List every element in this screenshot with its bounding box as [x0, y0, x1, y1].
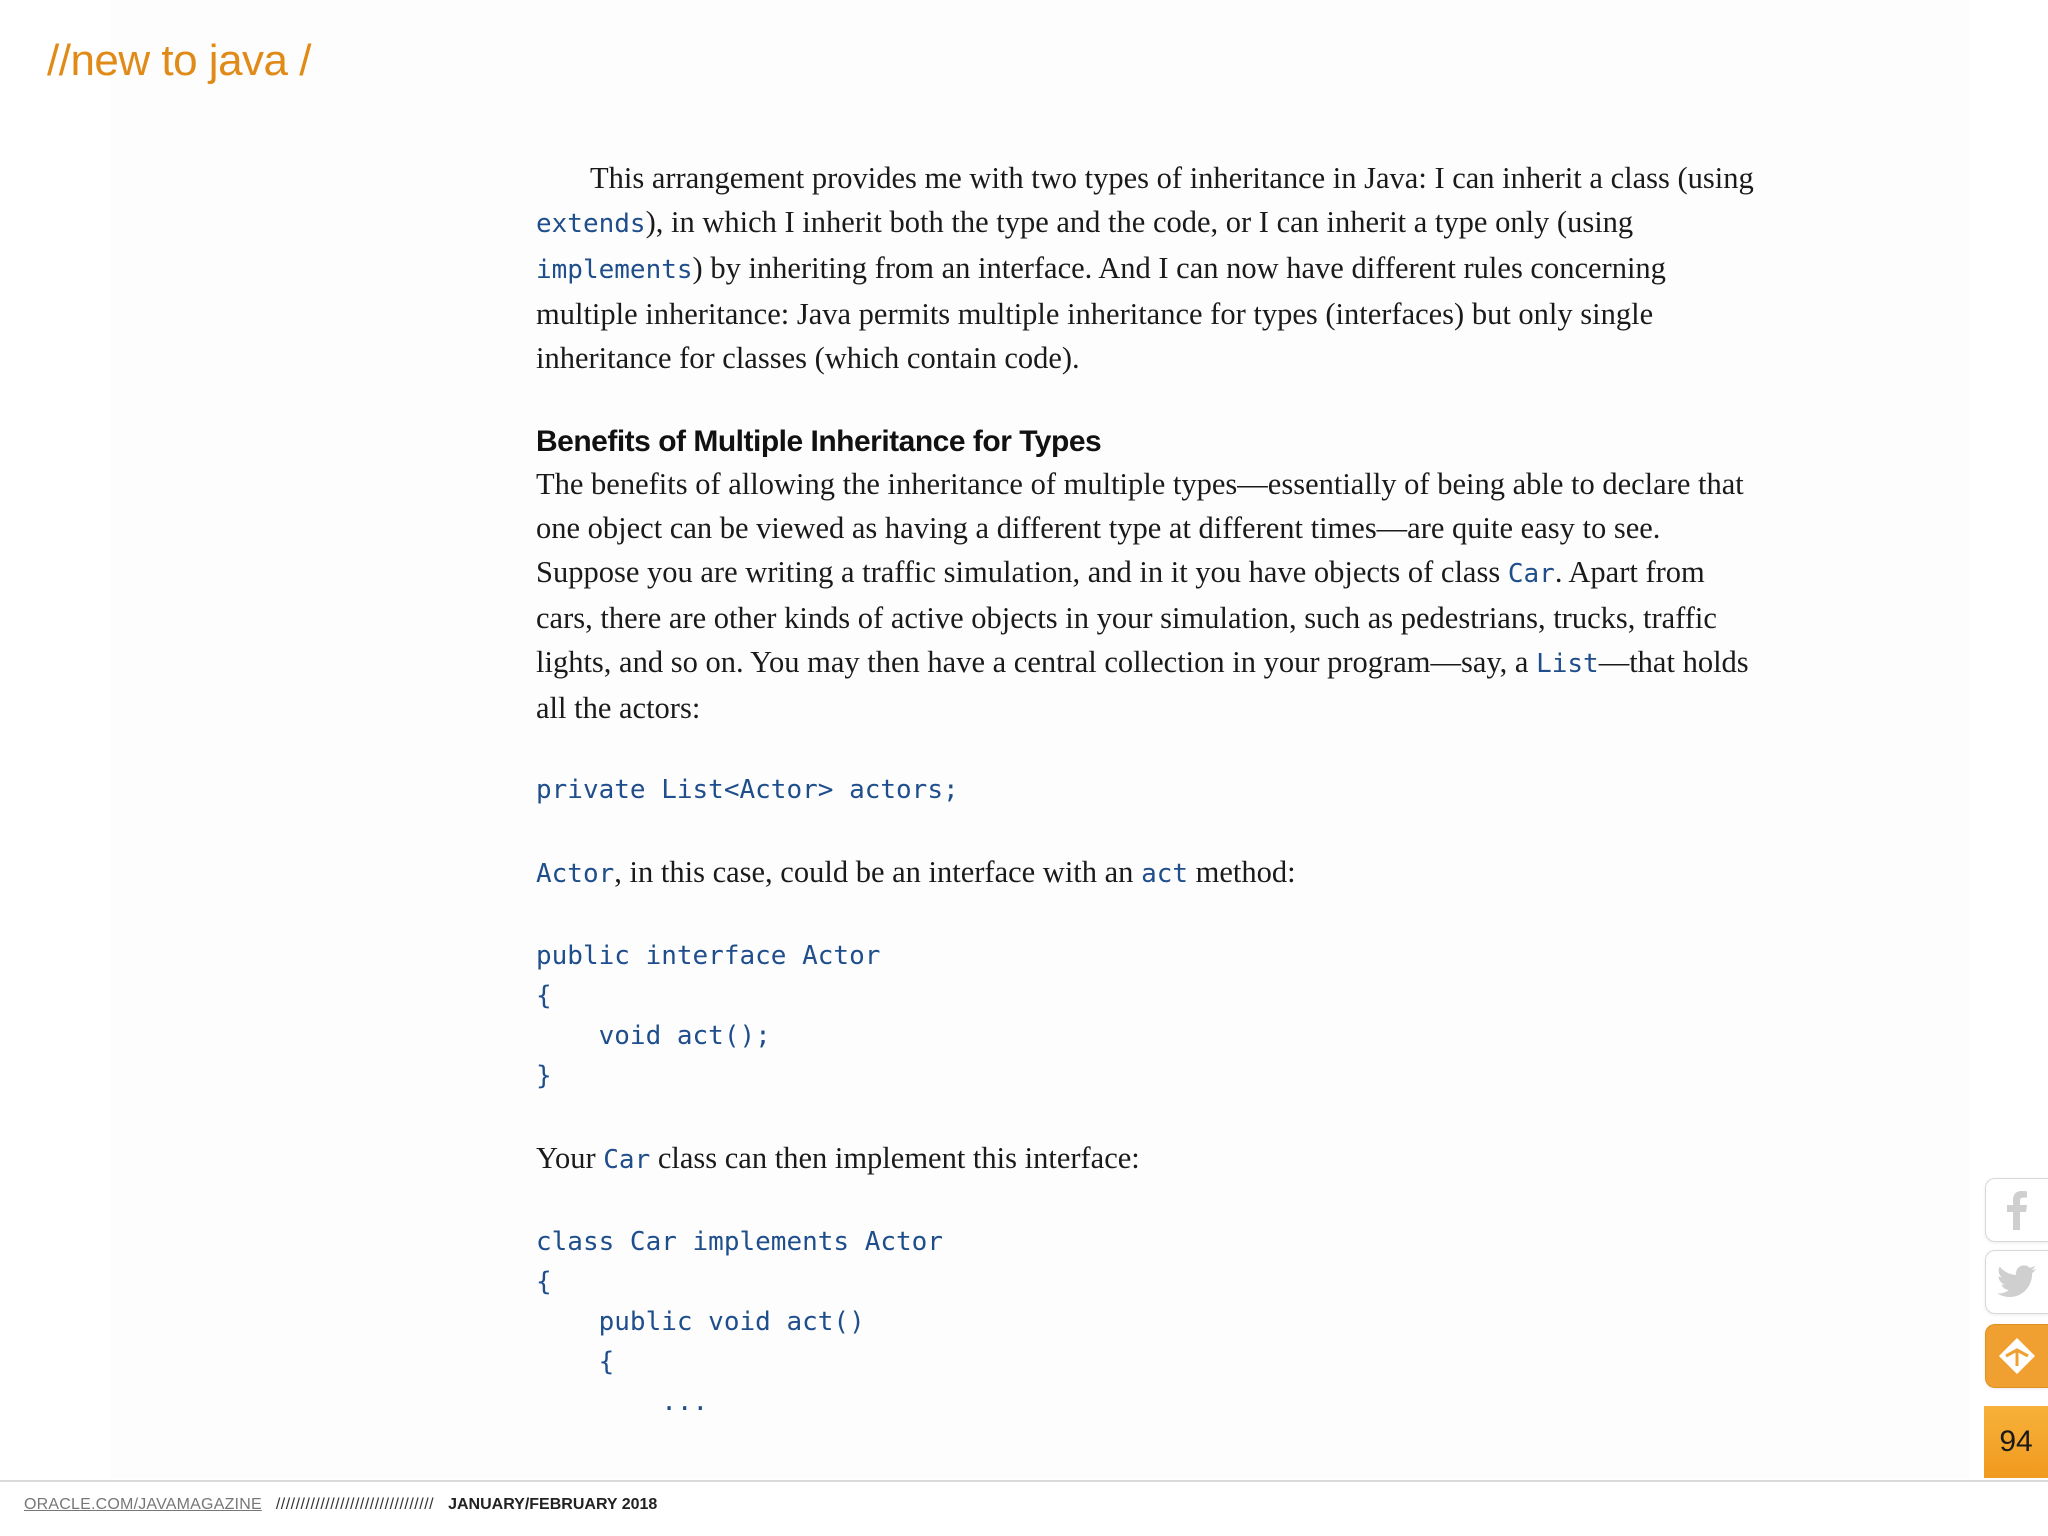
email-share-button[interactable]	[1985, 1324, 2048, 1388]
footer-slashes: ////////////////////////////////	[275, 1496, 435, 1513]
twitter-share-button[interactable]	[1985, 1250, 2048, 1314]
text: method:	[1188, 855, 1296, 889]
code-block-1: private List<Actor> actors;	[536, 775, 959, 805]
inline-code: Car	[603, 1145, 651, 1175]
footer-site-link[interactable]: ORACLE.COM/JAVAMAGAZINE	[24, 1496, 262, 1513]
paragraph-3	[536, 850, 1764, 896]
text: , in this case, could be an interface with an	[614, 855, 1142, 889]
inline-code: extends	[536, 209, 646, 239]
text: ) by inheriting from an interface. And I can now have different rules concerning multiple inheritance: Java permits multiple inheritance for types (interfaces) but only single inheritance for classes (which contain code).	[536, 251, 1666, 375]
section-heading: Benefits of Multiple Inheritance for Types	[536, 425, 1102, 458]
page-number: 94	[1984, 1406, 2048, 1478]
paragraph-1	[536, 156, 1764, 380]
section-tag: //new to java /	[47, 36, 311, 85]
code-block-3: class Car implements Actor { public void act() { ...	[536, 1227, 943, 1417]
paragraph-4	[536, 1136, 1764, 1182]
inline-code: Actor	[536, 859, 615, 889]
text: class can then implement this interface:	[650, 1141, 1140, 1175]
inline-code: Car	[1507, 559, 1555, 589]
facebook-icon	[2000, 1190, 2034, 1230]
inline-code: act	[1141, 859, 1189, 889]
text: —that holds all the actors:	[536, 645, 1749, 725]
inline-code: implements	[536, 255, 693, 285]
text: This arrangement provides me with two types of inheritance in Java: I can inherit a class (using	[590, 161, 1754, 195]
text: The benefits of allowing the inheritance of multiple types—essentially of being able to declare that one object can be viewed as having a different type at different times—are quite easy to see. Suppose you are writing a traffic simulation, and in it you have objects of class	[536, 467, 1744, 589]
facebook-share-button[interactable]	[1985, 1178, 2048, 1242]
text: . Apart from cars, there are other kinds of active objects in your simulation, such as pedestrians, trucks, traffic lights, and so on. You may then have a central collection in your program—say, a	[536, 555, 1717, 679]
text: Your	[536, 1141, 604, 1175]
inline-code: List	[1536, 649, 1599, 679]
email-icon	[1997, 1336, 2037, 1376]
text: ), in which I inherit both the type and the code, or I can inherit a type only (using	[645, 205, 1634, 239]
footer-issue-date: JANUARY/FEBRUARY 2018	[448, 1496, 658, 1513]
footer-divider	[0, 1480, 2048, 1482]
paragraph-2	[536, 462, 1764, 730]
twitter-icon	[1997, 1265, 2037, 1299]
footer	[24, 1496, 657, 1514]
code-block-2: public interface Actor { void act(); }	[536, 941, 881, 1091]
article-body	[536, 156, 1764, 1422]
